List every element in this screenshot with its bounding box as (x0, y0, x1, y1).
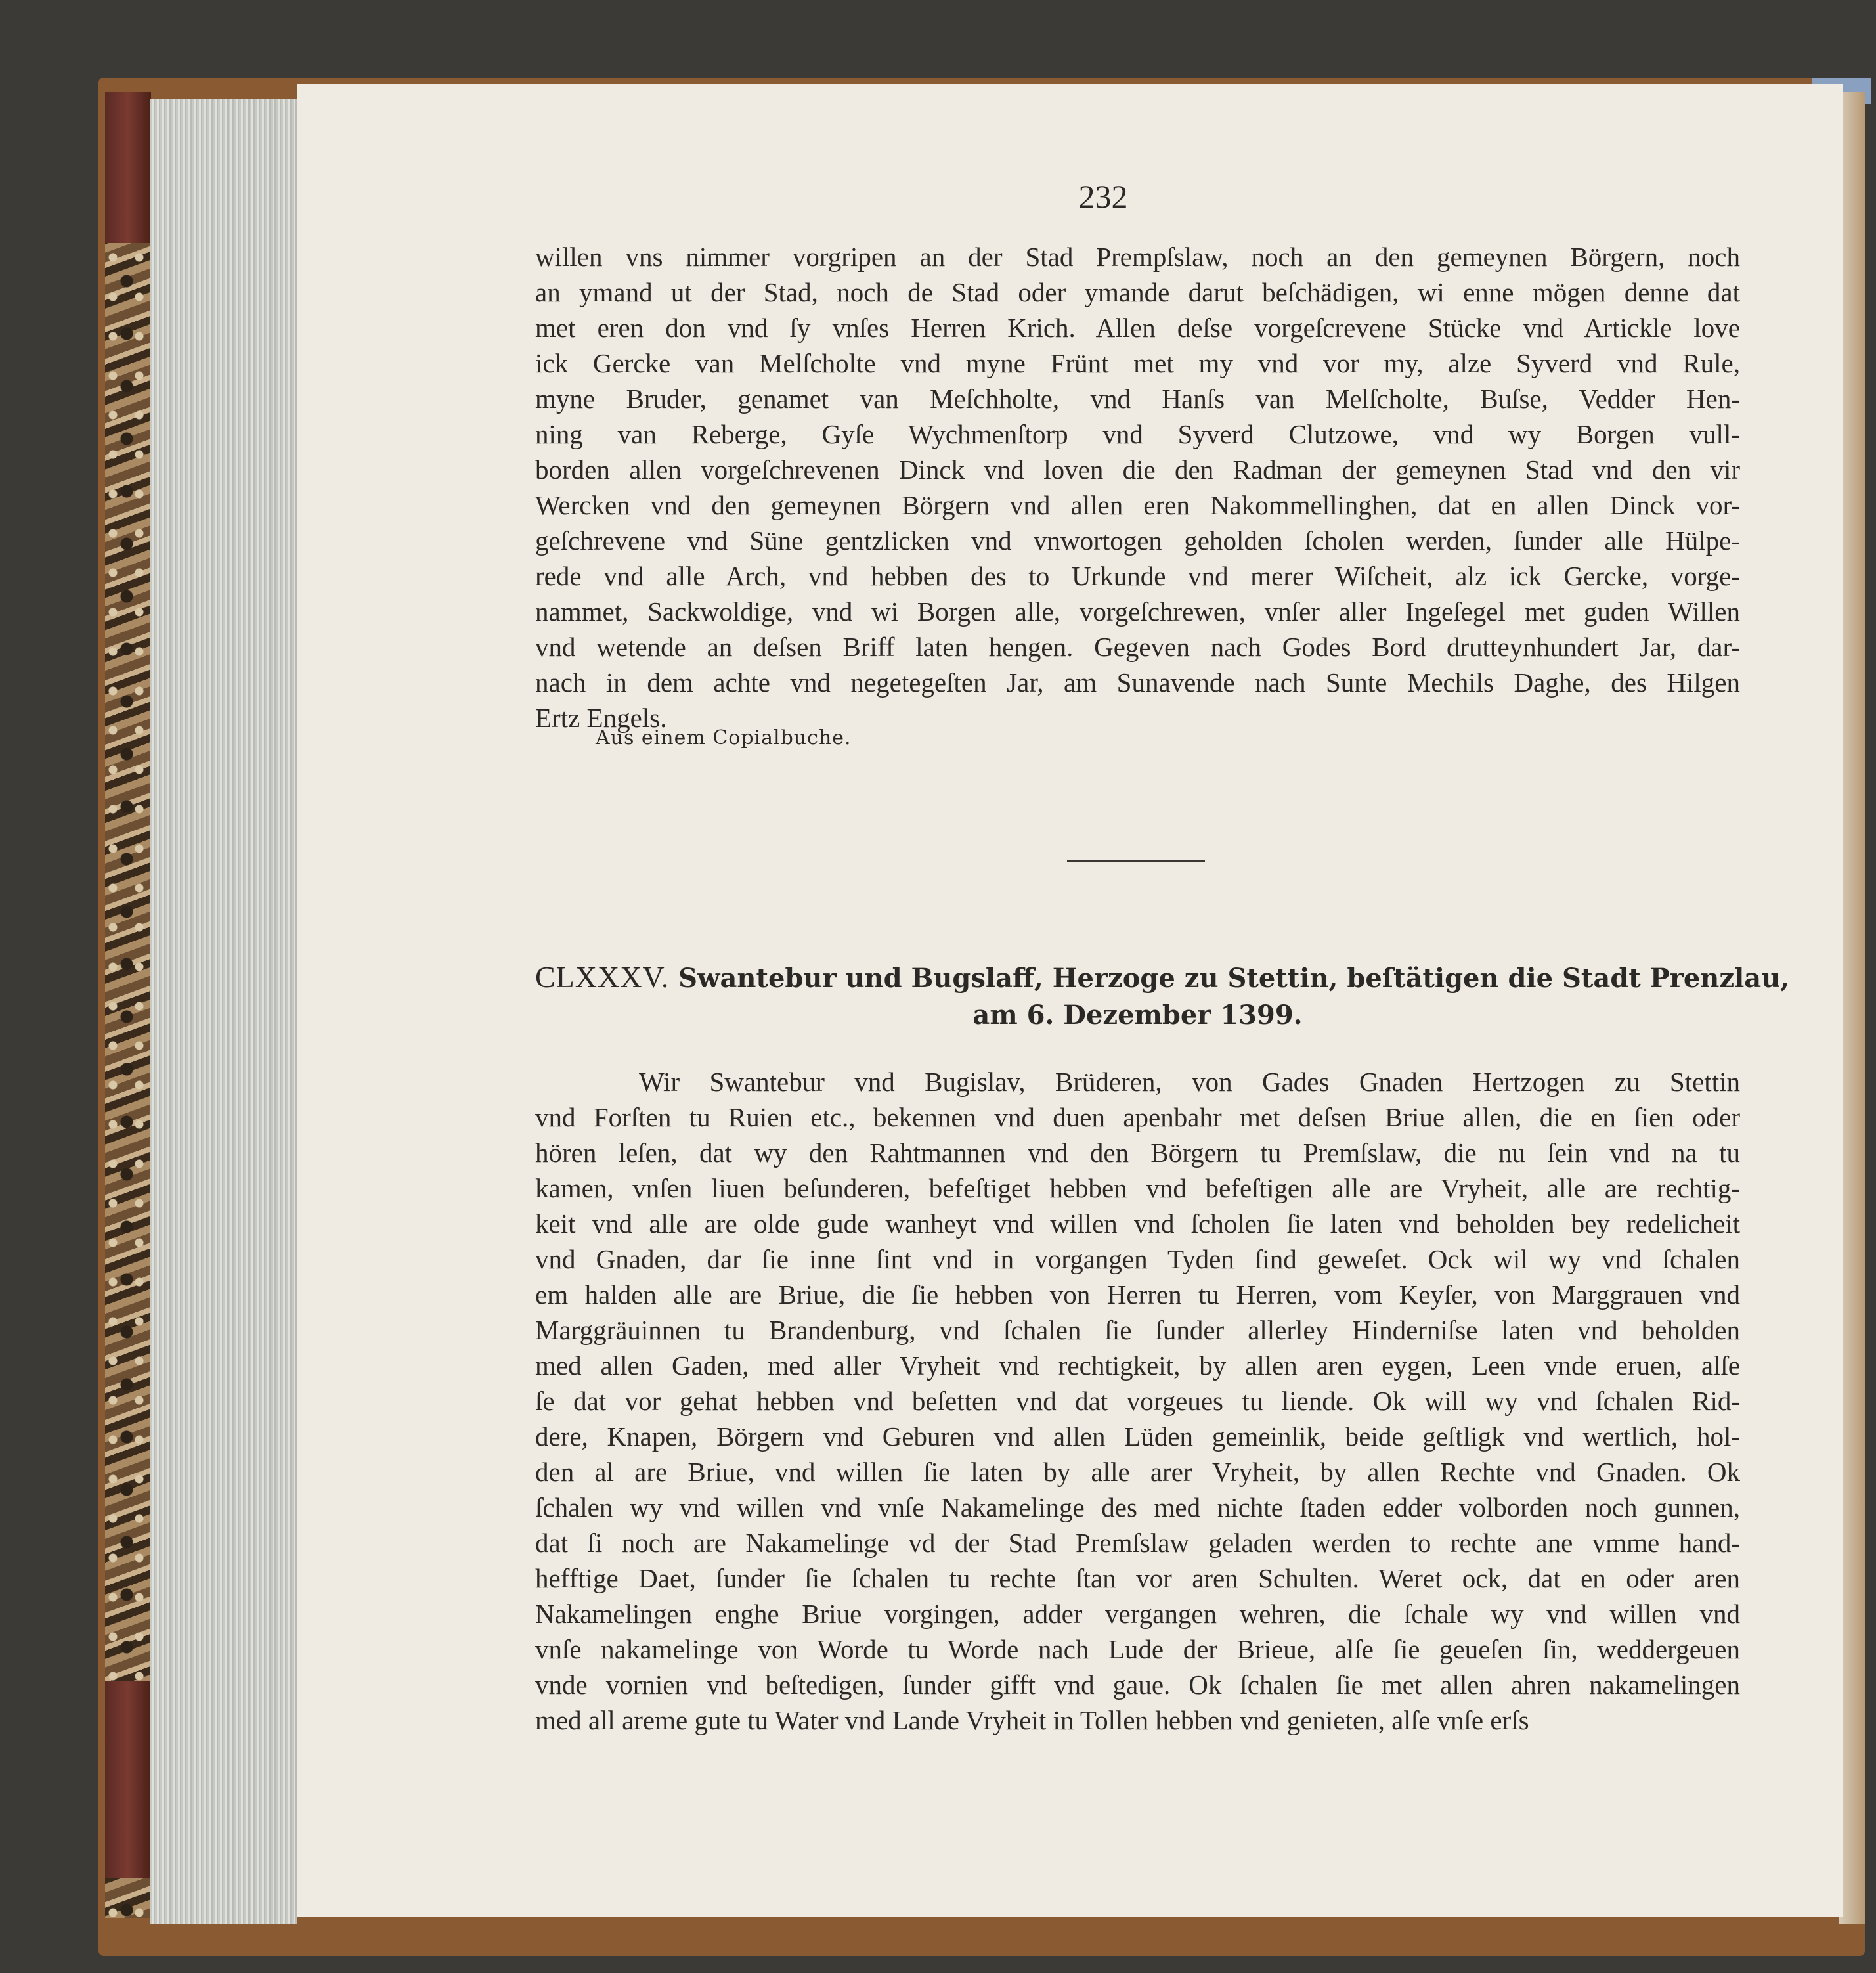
marbled-edge (105, 92, 151, 1918)
text-line: dat ſi noch are Nakamelinge vd der Stad Premſslaw geladen werden to rechte ane vmme hand- (535, 1528, 1740, 1558)
spine-band-bottom (105, 1681, 151, 1878)
section-divider (1067, 860, 1205, 862)
text-line: em halden alle are Briue, die ſie hebben von Herren tu Herren, vom Keyſer, von Marggrauen vnd (535, 1279, 1740, 1310)
document-continuation-paragraph (535, 239, 1740, 736)
text-line: vnſe nakamelinge von Worde tu Worde nach Lude der Brieue, alſe ſie geueſen ſin, weddergeuen (535, 1634, 1740, 1664)
text-line: kamen, vnſen liuen beſunderen, befeſtiget hebben vnd befeſtigen alle are Vryheit, alle are rechtig- (535, 1173, 1740, 1203)
text-line: geſchrevene vnd Süne gentzlicken vnd vnwortogen geholden ſcholen werden, ſunder alle Hülpe- (535, 525, 1740, 556)
text-line: hefftige Daet, ſunder ſie ſchalen tu rechte ſtan vor aren Schulten. Weret ock, dat en oder aren (535, 1563, 1740, 1593)
text-line: Ertz Engels. (535, 703, 667, 733)
text-line: nammet, Sackwoldige, vnd wi Borgen alle, vorgeſchrewen, vnſer aller Ingeſegel met guden Willen (535, 596, 1740, 627)
spine-band-top (105, 92, 151, 243)
text-line: dere, Knapen, Börgern vnd Geburen vnd allen Lüden gemeinlik, beide geſtligk vnd wertlich, hol- (535, 1421, 1740, 1452)
text-line: willen vns nimmer vorgripen an der Stad Prempſslaw, noch an den gemeynen Börgern, noch (535, 242, 1740, 272)
text-line: myne Bruder, genamet van Meſchholte, vnd Hanſs van Melſcholte, Buſse, Vedder Hen- (535, 384, 1740, 414)
text-line: ſe dat vor gehat hebben vnd beſetten vnd dat vorgeues tu liende. Ok will wy vnd ſchalen Rid- (535, 1386, 1740, 1416)
text-line: vnd Gnaden, dar ſie inne ſint vnd in vorgangen Tyden ſind geweſet. Ock wil wy vnd ſchalen (535, 1244, 1740, 1274)
text-line: med allen Gaden, med aller Vryheit vnd rechtigkeit, by allen aren eygen, Leen vnde eruen, alſe (535, 1350, 1740, 1381)
text-line: hören leſen, dat wy den Rahtmannen vnd den Börgern tu Premſslaw, die nu ſein vnd na tu (535, 1138, 1740, 1168)
text-line: vnd Forſten tu Ruien etc., bekennen vnd duen apenbahr met deſsen Briue allen, die en ſien oder (535, 1102, 1740, 1132)
text-line: ick Gercke van Melſcholte vnd myne Frünt met my vnd vor my, alze Syverd vnd Rule, (535, 348, 1740, 378)
source-note: Aus einem Copialbuche. (596, 726, 852, 749)
text-line: keit vnd alle are olde gude wanheyt vnd willen vnd ſcholen ſie laten vnd beholden bey redelicheit (535, 1208, 1740, 1239)
text-line: Marggräuinnen tu Brandenburg, vnd ſchalen ſie ſunder allerley Hinderniſse laten vnd beholden (535, 1315, 1740, 1345)
text-line: borden allen vorgeſchrevenen Dinck vnd loven die den Radman der gemeynen Stad vnd den vir (535, 454, 1740, 485)
heading-line-1 (535, 959, 1790, 997)
text-line: ning van Reberge, Gyſe Wychmenſtorp vnd Syverd Clutzowe, vnd wy Borgen vull- (535, 419, 1740, 449)
text-line: met eren don vnd ſy vnſes Herren Krich. Allen deſse vorgeſcrevene Stücke vnd Artickle love (535, 313, 1740, 343)
charter-paragraph (535, 1064, 1740, 1738)
heading-date: am 6. Dezember 1399. (972, 1000, 1303, 1031)
document-heading (535, 959, 1790, 1034)
text-line: Wir Swantebur vnd Bugislav, Brüderen, von Gades Gnaden Hertzogen zu Stettin (639, 1067, 1740, 1097)
document-number: CLXXXV. (535, 960, 670, 994)
page-block-edges (150, 99, 297, 1924)
text-line: nach in dem achte vnd negetegeſten Jar, am Sunavende nach Sunte Mechils Daghe, des Hilgen (535, 667, 1740, 698)
text-line: den al are Briue, vnd willen ſie laten by alle arer Vryheit, by allen Rechte vnd Gnaden. Ok (535, 1457, 1740, 1487)
heading-title: Swantebur und Bugslaff, Herzoge zu Stettin, beſtätigen die Stadt Prenzlau, (678, 963, 1790, 994)
text-line: ſchalen wy vnd willen vnd vnſe Nakamelinge des med nichte ſtaden edder volborden noch gunnen, (535, 1492, 1740, 1522)
text-line: rede vnd alle Arch, vnd hebben des to Urkunde vnd merer Wiſcheit, alz ick Gercke, vorge- (535, 561, 1740, 591)
text-line: an ymand ut der Stad, noch de Stad oder ymande darut beſchädigen, wi enne mögen denne dat (535, 277, 1740, 307)
text-line: Nakamelingen enghe Briue vorgingen, adder vergangen wehren, die ſchale wy vnd willen vnd (535, 1599, 1740, 1629)
text-line: vnde vornien vnd beſtedigen, ſunder gifft vnd gaue. Ok ſchalen ſie met allen ahren nakamelingen (535, 1670, 1740, 1700)
text-line: Wercken vnd den gemeynen Börgern vnd allen eren Nakommellinghen, dat en allen Dinck vor- (535, 490, 1740, 520)
text-line: med all areme gute tu Water vnd Lande Vryheit in Tollen hebben vnd genieten, alſe vnſe erſs (535, 1705, 1529, 1735)
page-number: 232 (1078, 178, 1128, 215)
text-line: vnd wetende an deſsen Briff laten hengen. Gegeven nach Godes Bord drutteynhundert Jar, dar- (535, 632, 1740, 662)
